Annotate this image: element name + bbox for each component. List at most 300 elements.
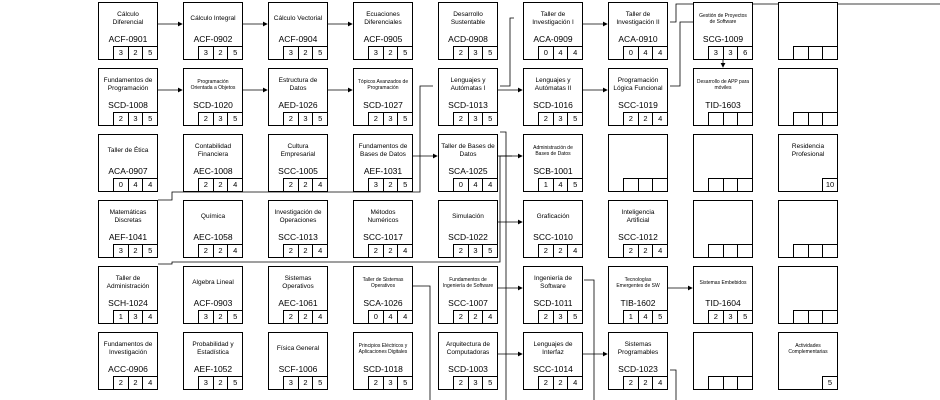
credit-cell: 5 xyxy=(233,114,238,123)
credit-cell: 3 xyxy=(284,377,299,389)
credit-cell: 2 xyxy=(539,377,554,389)
credit-cell: 4 xyxy=(488,180,493,189)
course-code xyxy=(779,100,837,110)
credit-cell xyxy=(738,245,752,257)
credit-cell: 4 xyxy=(148,312,153,321)
course-name: Principios Eléctricos y Aplicaciones Digitales xyxy=(358,343,408,355)
credit-cells xyxy=(453,310,497,323)
credit-cell: 10 xyxy=(825,180,835,189)
credit-cell: 1 xyxy=(539,179,554,191)
course-card xyxy=(353,134,413,192)
credit-cell: 3 xyxy=(299,113,314,125)
course-card xyxy=(268,2,328,60)
credit-cell: 2 xyxy=(369,377,384,389)
course-card xyxy=(438,2,498,60)
credit-cells xyxy=(538,376,582,389)
course-name: Taller de Ética xyxy=(107,147,149,154)
course-card xyxy=(778,332,838,390)
course-code: SCF-1006 xyxy=(278,364,318,374)
credit-cell xyxy=(809,113,824,125)
course-card xyxy=(523,68,583,126)
credit-cells xyxy=(113,46,157,59)
course-card xyxy=(608,134,668,192)
course-name xyxy=(611,137,665,165)
course-code: ACF-0905 xyxy=(363,34,403,44)
course-name: Tópicos Avanzados de Programación xyxy=(357,79,409,91)
course-card xyxy=(438,266,498,324)
credit-cell: 2 xyxy=(639,377,654,389)
course-card xyxy=(438,332,498,390)
course-card xyxy=(268,266,328,324)
credit-cell: 2 xyxy=(214,245,229,257)
course-card xyxy=(98,200,158,258)
course-code xyxy=(779,232,837,242)
course-name: Desarrollo Sustentable xyxy=(450,11,486,26)
credit-cell: 5 xyxy=(233,312,238,321)
course-code xyxy=(609,166,667,176)
credit-cell: 5 xyxy=(488,48,493,57)
course-card xyxy=(608,332,668,390)
credit-cell: 5 xyxy=(743,312,748,321)
course-code: SCC-1017 xyxy=(363,232,403,242)
credit-cell xyxy=(653,179,667,191)
credit-cell: 3 xyxy=(384,113,399,125)
credit-cell: 2 xyxy=(454,47,469,59)
course-card xyxy=(693,332,753,390)
course-card xyxy=(268,134,328,192)
credit-cell: 4 xyxy=(573,246,578,255)
course-card xyxy=(353,68,413,126)
course-name: Ingeniería de Software xyxy=(534,275,572,290)
course-name: Contabilidad Financiera xyxy=(194,143,232,158)
course-code: SCC-1019 xyxy=(618,100,658,110)
credit-cell: 2 xyxy=(384,47,399,59)
credit-cell: 2 xyxy=(369,113,384,125)
credit-cells xyxy=(538,178,582,191)
course-name: Inteligencia Artificial xyxy=(621,209,655,224)
credit-cell: 2 xyxy=(454,245,469,257)
credit-cell: 3 xyxy=(554,113,569,125)
course-code: TIB-1602 xyxy=(620,298,656,308)
credit-cell: 3 xyxy=(554,311,569,323)
course-code: SCH-1024 xyxy=(108,298,148,308)
course-code: SCC-1007 xyxy=(448,298,488,308)
credit-cells xyxy=(198,112,242,125)
course-code: SCC-1012 xyxy=(618,232,658,242)
course-card xyxy=(778,2,838,60)
credit-cell: 4 xyxy=(554,47,569,59)
credit-cells xyxy=(708,112,752,125)
credit-cell: 5 xyxy=(573,312,578,321)
course-name: Residencia Profesional xyxy=(791,143,825,158)
course-name: Graficación xyxy=(536,213,570,220)
course-card xyxy=(183,134,243,192)
course-name: Fundamentos de Investigación xyxy=(103,341,153,356)
course-code: AEF-1052 xyxy=(193,364,233,374)
credit-cell: 3 xyxy=(129,113,144,125)
credit-cell: 2 xyxy=(624,245,639,257)
course-code: AEF-1031 xyxy=(363,166,403,176)
course-card xyxy=(98,68,158,126)
credit-cell xyxy=(639,179,654,191)
credit-cell: 2 xyxy=(214,47,229,59)
credit-cell: 4 xyxy=(488,312,493,321)
credit-cells xyxy=(198,46,242,59)
credit-cell: 1 xyxy=(114,311,129,323)
course-card xyxy=(778,266,838,324)
course-card xyxy=(98,134,158,192)
credit-cell xyxy=(709,113,724,125)
credit-cell xyxy=(794,311,809,323)
credit-cell: 5 xyxy=(488,114,493,123)
route-line xyxy=(670,370,676,400)
credit-cell: 4 xyxy=(148,180,153,189)
credit-cells xyxy=(538,244,582,257)
credit-cell: 2 xyxy=(284,113,299,125)
credit-cell: 3 xyxy=(469,377,484,389)
credit-cell: 0 xyxy=(114,179,129,191)
course-name: Taller de Sistemas Operativos xyxy=(362,277,404,289)
credit-cells xyxy=(368,244,412,257)
course-code: AEF-1041 xyxy=(108,232,148,242)
credit-cells xyxy=(793,46,837,59)
course-name xyxy=(696,137,750,165)
credit-cells xyxy=(793,112,837,125)
credit-cell: 4 xyxy=(129,179,144,191)
credit-cell: 5 xyxy=(233,48,238,57)
course-name: Taller de Bases de Datos xyxy=(441,143,495,158)
credit-cell: 4 xyxy=(469,179,484,191)
credit-cells xyxy=(198,244,242,257)
course-code xyxy=(694,364,752,374)
credit-cells xyxy=(368,46,412,59)
credit-cell: 2 xyxy=(129,377,144,389)
course-name: Algebra Lineal xyxy=(192,279,234,286)
credit-cell: 3 xyxy=(214,113,229,125)
course-name: Fundamentos de Programación xyxy=(103,77,153,92)
credit-cell: 3 xyxy=(469,113,484,125)
credit-cell: 2 xyxy=(454,113,469,125)
credit-cell: 2 xyxy=(129,245,144,257)
course-card xyxy=(353,266,413,324)
credit-cells xyxy=(283,46,327,59)
credit-cell: 5 xyxy=(318,378,323,387)
course-card xyxy=(608,266,668,324)
credit-cell: 2 xyxy=(539,113,554,125)
course-name xyxy=(696,335,750,363)
course-card xyxy=(523,134,583,192)
credit-cells xyxy=(793,310,837,323)
course-card xyxy=(183,2,243,60)
course-card xyxy=(693,2,753,60)
credit-cell xyxy=(794,113,809,125)
credit-cell: 4 xyxy=(573,378,578,387)
credit-cells xyxy=(822,178,837,191)
credit-cell: 2 xyxy=(299,47,314,59)
credit-cells xyxy=(368,178,412,191)
credit-cell: 3 xyxy=(469,47,484,59)
course-card xyxy=(523,2,583,60)
course-card xyxy=(98,332,158,390)
course-card xyxy=(183,266,243,324)
course-code: SCD-1013 xyxy=(448,100,488,110)
course-card xyxy=(523,332,583,390)
credit-cell xyxy=(724,245,739,257)
course-card xyxy=(608,200,668,258)
credit-cells xyxy=(198,310,242,323)
credit-cell: 5 xyxy=(658,312,663,321)
credit-cells xyxy=(283,310,327,323)
course-name: Ecuaciones Diferenciales xyxy=(364,11,402,26)
route-line xyxy=(584,280,594,400)
course-code: AEC-1058 xyxy=(193,232,233,242)
credit-cell: 4 xyxy=(233,246,238,255)
course-code: SCC-1010 xyxy=(533,232,573,242)
credit-cell xyxy=(823,311,837,323)
credit-cell: 2 xyxy=(709,311,724,323)
course-name: Actividades Complementarias xyxy=(788,343,828,355)
credit-cell: 5 xyxy=(488,378,493,387)
credit-cell: 2 xyxy=(639,113,654,125)
course-code: SCA-1025 xyxy=(448,166,488,176)
course-name xyxy=(781,5,835,33)
credit-cells xyxy=(453,46,497,59)
course-name: Estructura de Datos xyxy=(278,77,318,92)
course-name: Programación Orientada a Objetos xyxy=(190,79,236,91)
course-code: ACF-0901 xyxy=(108,34,148,44)
course-name: Taller de Administración xyxy=(106,275,150,290)
course-card xyxy=(353,2,413,60)
credit-cell: 3 xyxy=(369,47,384,59)
course-name: Lenguajes de Interfaz xyxy=(533,341,573,356)
credit-cell: 2 xyxy=(129,47,144,59)
course-code: TID-1603 xyxy=(705,100,741,110)
credit-cell: 0 xyxy=(369,311,384,323)
course-code: SCC-1013 xyxy=(278,232,318,242)
course-card xyxy=(183,332,243,390)
credit-cell: 5 xyxy=(148,48,153,57)
course-card xyxy=(98,266,158,324)
course-name xyxy=(781,71,835,99)
credit-cell: 2 xyxy=(299,311,314,323)
credit-cells xyxy=(623,46,667,59)
course-code: SCD-1016 xyxy=(533,100,573,110)
credit-cell xyxy=(738,179,752,191)
credit-cell: 4 xyxy=(318,180,323,189)
credit-cell: 4 xyxy=(318,312,323,321)
credit-cell: 2 xyxy=(284,245,299,257)
credit-cell: 2 xyxy=(214,377,229,389)
credit-cells xyxy=(453,244,497,257)
course-card xyxy=(268,332,328,390)
credit-cell: 4 xyxy=(403,312,408,321)
course-name: Simulación xyxy=(452,213,484,220)
credit-cell: 2 xyxy=(214,311,229,323)
credit-cell: 2 xyxy=(454,377,469,389)
credit-cell: 4 xyxy=(403,246,408,255)
credit-cell: 5 xyxy=(573,114,578,123)
credit-cell: 3 xyxy=(384,377,399,389)
course-name: Química xyxy=(200,213,226,220)
course-card xyxy=(608,2,668,60)
credit-cells xyxy=(623,310,667,323)
course-card xyxy=(98,2,158,60)
credit-cell: 3 xyxy=(199,311,214,323)
course-card xyxy=(438,134,498,192)
credit-cell: 2 xyxy=(299,245,314,257)
credit-cell: 4 xyxy=(384,311,399,323)
course-name: Matemáticas Discretas xyxy=(109,209,147,224)
credit-cell: 5 xyxy=(318,48,323,57)
credit-cells xyxy=(113,244,157,257)
credit-cell xyxy=(709,377,724,389)
course-name: Taller de Investigación II xyxy=(616,11,660,26)
course-code: ACF-0904 xyxy=(278,34,318,44)
credit-cells xyxy=(283,244,327,257)
credit-cell: 2 xyxy=(539,311,554,323)
course-name xyxy=(696,203,750,231)
credit-cells xyxy=(623,244,667,257)
course-name: Desarrollo de APP para móviles xyxy=(696,79,750,91)
credit-cells xyxy=(822,376,837,389)
credit-cell: 2 xyxy=(369,245,384,257)
course-card xyxy=(438,200,498,258)
course-card xyxy=(778,134,838,192)
credit-cells xyxy=(538,46,582,59)
course-name xyxy=(781,269,835,297)
course-card xyxy=(523,200,583,258)
course-name: Programación Lógica Funcional xyxy=(613,77,663,92)
credit-cell: 2 xyxy=(384,179,399,191)
course-code: ACC-0906 xyxy=(108,364,148,374)
credit-cells xyxy=(623,376,667,389)
credit-cell: 6 xyxy=(743,48,748,57)
course-card xyxy=(693,266,753,324)
credit-cell: 4 xyxy=(318,246,323,255)
credit-cell: 2 xyxy=(554,245,569,257)
course-card xyxy=(523,266,583,324)
credit-cell: 5 xyxy=(403,114,408,123)
route-line xyxy=(413,286,430,400)
course-code: ACA-0910 xyxy=(618,34,658,44)
credit-cells xyxy=(198,376,242,389)
credit-cells xyxy=(113,112,157,125)
course-code: SCD-1003 xyxy=(448,364,488,374)
credit-cell: 3 xyxy=(199,47,214,59)
credit-cell xyxy=(709,245,724,257)
course-code: SCD-1011 xyxy=(533,298,573,308)
credit-cell xyxy=(738,377,752,389)
credit-cell: 4 xyxy=(658,378,663,387)
credit-cell: 2 xyxy=(199,113,214,125)
route-line xyxy=(500,18,514,86)
credit-cells xyxy=(283,376,327,389)
course-name: Cálculo Vectorial xyxy=(273,15,323,22)
credit-cell: 5 xyxy=(403,180,408,189)
course-code: ACA-0909 xyxy=(533,34,573,44)
course-card xyxy=(778,200,838,258)
credit-cells xyxy=(453,112,497,125)
credit-cell: 2 xyxy=(214,179,229,191)
credit-cell: 2 xyxy=(539,245,554,257)
course-card xyxy=(353,200,413,258)
course-code: SCD-1022 xyxy=(448,232,488,242)
credit-cell xyxy=(809,245,824,257)
route-line xyxy=(670,22,694,86)
course-name: Fundamentos de Bases de Datos xyxy=(358,143,408,158)
credit-cell: 2 xyxy=(624,377,639,389)
credit-cell: 2 xyxy=(469,311,484,323)
credit-cell xyxy=(809,47,824,59)
course-name: Gestión de Proyectos de Software xyxy=(699,13,747,25)
credit-cell: 2 xyxy=(554,377,569,389)
credit-cell: 5 xyxy=(148,246,153,255)
credit-cell: 2 xyxy=(284,311,299,323)
credit-cell: 5 xyxy=(148,114,153,123)
course-card xyxy=(268,200,328,258)
credit-cells xyxy=(793,244,837,257)
credit-cell: 4 xyxy=(658,48,663,57)
credit-cell xyxy=(738,113,752,125)
course-code: SCD-1023 xyxy=(618,364,658,374)
credit-cell: 5 xyxy=(573,180,578,189)
course-code: SCB-1001 xyxy=(533,166,573,176)
course-name: Lenguajes y Autómatas II xyxy=(534,77,572,92)
course-code: TID-1604 xyxy=(705,298,741,308)
course-code xyxy=(779,166,837,176)
credit-cell: 3 xyxy=(129,311,144,323)
course-name: Investigación de Operaciones xyxy=(274,209,322,224)
course-name: Probabilidad y Estadística xyxy=(192,341,234,356)
credit-cell: 4 xyxy=(639,47,654,59)
course-code xyxy=(694,232,752,242)
credit-cells xyxy=(368,112,412,125)
credit-cell: 2 xyxy=(454,311,469,323)
course-name: Cálculo Integral xyxy=(190,15,236,22)
course-code: SCD-1020 xyxy=(193,100,233,110)
course-name: Sistemas Embebidos xyxy=(699,280,747,286)
credit-cell: 0 xyxy=(539,47,554,59)
credit-cell xyxy=(709,179,724,191)
course-name: Métodos Numéricos xyxy=(367,209,399,224)
credit-cell: 2 xyxy=(114,377,129,389)
course-card xyxy=(438,68,498,126)
credit-cell xyxy=(624,179,639,191)
course-name: Física General xyxy=(276,345,320,352)
credit-cell: 2 xyxy=(624,113,639,125)
credit-cell xyxy=(724,179,739,191)
credit-cell: 3 xyxy=(369,179,384,191)
credit-cells xyxy=(283,178,327,191)
credit-cells xyxy=(708,310,752,323)
credit-cell: 3 xyxy=(724,47,739,59)
credit-cells xyxy=(453,178,497,191)
credit-cell: 2 xyxy=(299,179,314,191)
credit-cells xyxy=(708,376,752,389)
course-name: Taller de Investigación I xyxy=(532,11,574,26)
credit-cells xyxy=(623,112,667,125)
credit-cell: 4 xyxy=(554,179,569,191)
credit-cell: 5 xyxy=(403,378,408,387)
course-code: ACA-0907 xyxy=(108,166,148,176)
credit-cells xyxy=(113,178,157,191)
course-name: Cultura Empresarial xyxy=(280,143,316,158)
course-name xyxy=(781,203,835,231)
course-code xyxy=(779,34,837,44)
course-card xyxy=(183,200,243,258)
credit-cell: 4 xyxy=(148,378,153,387)
course-code: SCD-1018 xyxy=(363,364,403,374)
